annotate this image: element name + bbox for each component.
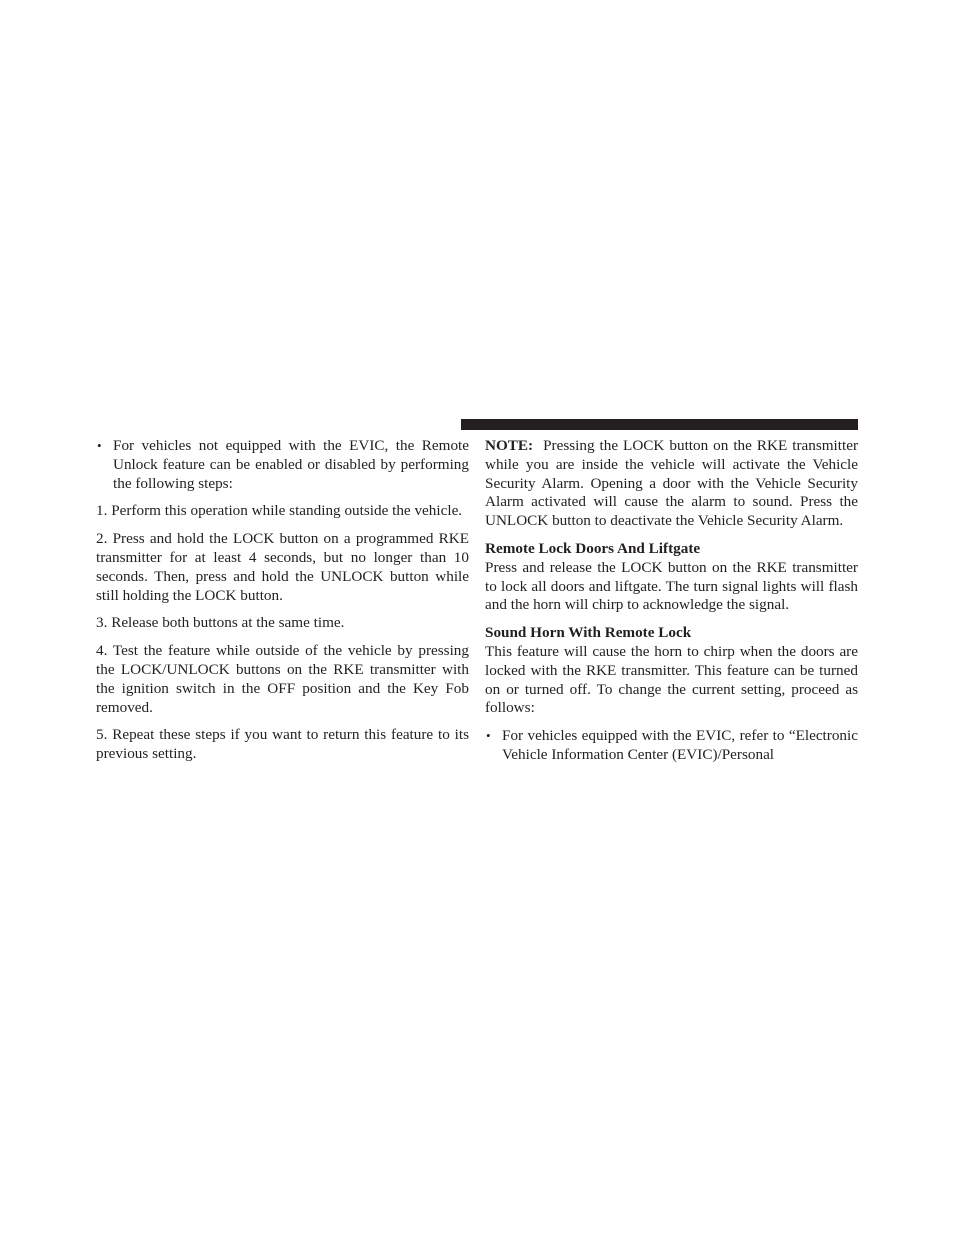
section-text-remote-lock: Press and release the LOCK button on the RKE transmitter to lock all doors and liftgate. The turn signal lights will flash and the horn will chirp to acknowledge the signal.: [485, 558, 858, 614]
note-label: NOTE:: [485, 437, 534, 454]
section-heading-sound-horn: Sound Horn With Remote Lock: [485, 624, 692, 642]
step-2: 2. Press and hold the LOCK button on a programmed RKE transmitter for at least 4 seconds, but no longer than 10 seconds. Then, press and hold the UNLOCK button while still holding the LOCK button.: [96, 530, 469, 604]
bullet-text: For vehicles not equipped with the EVIC, the Remote Unlock feature can be enabled or disabled by performing the following steps:: [113, 437, 469, 492]
step-3: 3. Release both buttons at the same time.: [96, 614, 345, 632]
bullet-item: [96, 437, 469, 493]
left-column: [96, 437, 469, 773]
note-text: Pressing the LOCK button on the RKE transmitter while you are inside the vehicle will activate the Vehicle Security Alarm. Opening a door with the Vehicle Security Alarm activated will cause the alarm to sound. Press the UNLOCK button to deactivate the Vehicle Security Alarm.: [485, 437, 859, 530]
bullet-icon: •: [486, 728, 491, 744]
bullet-item: [485, 727, 858, 765]
bullet-text: For vehicles equipped with the EVIC, refer to “Electronic Vehicle Information Center (EVIC)/Personal: [502, 727, 858, 763]
section-text-sound-horn: This feature will cause the horn to chirp when the doors are locked with the RKE transmitter. This feature can be turned on or turned off. To change the current setting, proceed as follows:: [485, 642, 858, 717]
step-4: 4. Test the feature while outside of the vehicle by pressing the LOCK/UNLOCK buttons on the RKE transmitter with the ignition switch in the OFF position and the Key Fob removed.: [96, 642, 469, 716]
right-column: [485, 437, 858, 774]
section-header-bar: [461, 419, 858, 430]
bullet-icon: •: [97, 438, 102, 453]
step-5: 5. Repeat these steps if you want to return this feature to its previous setting.: [96, 726, 469, 763]
step-1: 1. Perform this operation while standing outside the vehicle.: [96, 502, 463, 520]
section-heading-remote-lock: Remote Lock Doors And Liftgate: [485, 539, 701, 557]
note-paragraph: [485, 437, 858, 531]
